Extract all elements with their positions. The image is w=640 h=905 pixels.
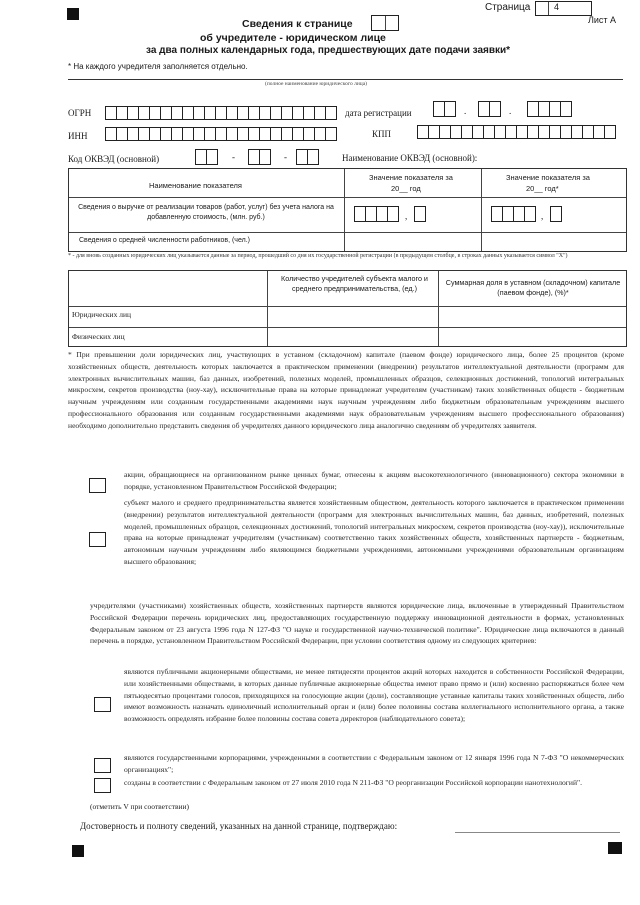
individuals-share-input[interactable] (440, 329, 624, 344)
col-founders-count: Количество учредителей субъекта малого и среднего предпринимательства, (ед.) (281, 274, 428, 293)
col-indicator-name: Наименование показателя (149, 181, 242, 190)
founders-table (68, 270, 627, 347)
mark-instruction: (отметить V при соответствии) (90, 802, 190, 811)
row-revenue-label: Сведения о выручке от реализации товаров (работ, услуг) без учета налога на добавленную стоимость, (млн. руб.) (78, 204, 334, 221)
row-individuals: Физических лиц (72, 332, 125, 341)
title-line-3: за два полных календарных года, предшествующих дате подачи заявки* (146, 45, 511, 56)
legal-entities-share-input[interactable] (440, 308, 624, 325)
kpp-label: КПП (372, 129, 392, 139)
option-1-text: акции, обращающиеся на организованном рынке ценных бумаг, отнесены к акциям высокотехнологичного (инновационного) сектора экономики в порядке, установленном Правительством Российской Федерации; (124, 470, 624, 491)
confirmation-text: Достоверность и полноту сведений, указанных на данной странице, подтверждаю: (80, 821, 398, 831)
page-number: 4 (554, 2, 560, 12)
criteria-intro-paragraph: учредителями (участниками) хозяйственных обществ, хозяйственных партнерств являются юридические лица, включенные в утвержденный Правительством Российской Федерации перечень юридических лиц, предоставляющих государственную поддержку инновационной деятельности в формах, установленных Федеральным законом от 23 августа 1996 года N 127-ФЗ "О науке и государственной научно-технической политике". Юридические лица включаются в данный перечень в порядке, установленном Правительством Российской Федерации, при условии соответствия одному из следующих критериев: (90, 601, 624, 646)
okved-code-part3[interactable] (296, 149, 318, 165)
registration-marker (72, 845, 84, 857)
option-1-checkbox[interactable] (89, 478, 106, 493)
reg-date-month[interactable] (478, 101, 500, 117)
option-5-text: созданы в соответствии с Федеральным законом от 27 июля 2010 года N 211-ФЗ "О реорганизации Российской корпорации нанотехнологий". (124, 778, 583, 787)
reg-date-day[interactable] (433, 101, 455, 117)
table1-footnote: * - для вновь созданных юридических лиц указывается данные за период, прошедший со дня их государственной регистрации (в предыдущем столбце, в строках данных указывается символ "Х") (68, 253, 568, 259)
row-employees-label: Сведения о средней численности работников, (чел.) (79, 237, 250, 244)
legal-entities-count-input[interactable] (269, 308, 436, 325)
name-line (68, 79, 623, 80)
revenue-year1-decimal[interactable] (414, 206, 425, 222)
revenue-table: Наименование показателя Значение показателя за 20__ год Значение показателя за 20__ год* Сведения о выручке от реализации товаров (работ, услуг) без учета налога на добавленную стоимость, (млн. руб.) Сведения о средней численности работников, (чел.) , , (68, 168, 627, 252)
inn-label: ИНН (68, 131, 88, 141)
ogrn-input[interactable] (105, 106, 336, 120)
registration-marker (67, 8, 79, 20)
col-capital-share: Суммарная доля в уставном (складочном) капитале (паевом фонде), (%)* (445, 278, 621, 297)
title-line-1: Сведения к странице (242, 18, 353, 30)
option-3-checkbox[interactable] (94, 697, 111, 712)
page-number-box (535, 1, 592, 16)
signature-line[interactable] (455, 832, 620, 833)
name-caption: (полное наименование юридического лица) (265, 81, 368, 87)
col-value2-year: 20__ год* (526, 184, 559, 193)
okved-code-part1[interactable] (195, 149, 217, 165)
reg-date-year[interactable] (527, 101, 571, 117)
revenue-year2-input[interactable] (491, 206, 535, 222)
ogrn-label: ОГРН (68, 108, 92, 118)
main-footnote-paragraph: * При превышении доли юридических лиц, участвующих в уставном (складочном) капитале (паевом фонде) юридического лица, более 25 процентов (кроме хозяйственных обществ, деятельность которых заключается в практическом применении (внедрении) результатов интеллектуальной деятельности (программ для электронных вычислительных машин, баз данных, изобретений, полезных моделей, промышленных образцов, селекционных достижений, топологий интегральных микросхем, секретов производства (ноу-хау), исключительные права на которые принадлежат учредителям (участникам) таких хозяйственных обществ - бюджетным научным учреждениям или созданным государственными академиями наук научным учреждениям либо бюджетным образовательным учреждениям высшего профессионального образования или созданным государственными академиями наук образовательным учреждениям высшего профессионального образования) необходимо дополнительно представить сведения об учредителях данного юридического лица аналогично сведениям об учредителях заявителя. (68, 350, 624, 430)
revenue-year2-decimal[interactable] (550, 206, 561, 222)
option-4-text: являются государственными корпорациями, учрежденными в соответствии с Федеральным законом от 12 января 1996 года N 7-ФЗ "О некоммерческих организациях"; (124, 753, 624, 774)
revenue-year1-input[interactable] (354, 206, 398, 222)
individuals-count-input[interactable] (269, 329, 436, 344)
option-2-checkbox[interactable] (89, 532, 106, 547)
registration-marker (608, 842, 622, 854)
option-4-checkbox[interactable] (94, 758, 111, 773)
reg-date-label: дата регистрации (345, 108, 412, 118)
col-value1-year: 20__ год (391, 184, 421, 193)
title-line-2: об учредителе - юридическом лице (200, 32, 386, 44)
okved-code-part2[interactable] (248, 149, 270, 165)
okved-name-label: Наименование ОКВЭД (основной): (342, 153, 478, 163)
option-5-checkbox[interactable] (94, 778, 111, 793)
kpp-input[interactable] (417, 125, 615, 139)
option-3-text: являются публичными акционерными обществами, не менее пятидесяти процентов акций которых находится в собственности Российской Федерации, или хозяйственными обществами, в которых данные публичные акционерные общества имеют право прямо и (или) косвенно распоряжаться более чем пятьюдесятью процентами голосов, приходящихся на голосующие акции (доли), составляющие уставные капиталы таких хозяйственных обществ, либо имеют возможность назначать единоличный исполнительный орган и (или) более половины состава коллегиального исполнительного органа, а также возможность определять избрание более половины состава совета директоров (наблюдательного совета); (124, 667, 624, 724)
sheet-label: Лист А (588, 15, 617, 25)
col-value2: Значение показателя за (506, 173, 590, 182)
page-label: Страница (485, 2, 531, 13)
per-founder-note: * На каждого учредителя заполняется отдельно. (68, 62, 248, 71)
okved-code-label: Код ОКВЭД (основной) (68, 154, 160, 164)
row-legal-entities: Юридических лиц (72, 310, 131, 319)
col-value1: Значение показателя за (369, 173, 453, 182)
option-2-text: субъект малого и среднего предпринимательства является хозяйственным обществом, деятельность которого заключается в практическом применении (внедрении) результатов интеллектуальной деятельности (программ для электронных вычислительных машин, баз данных, изобретений, полезных моделей, промышленных образцов, селекционных достижений, топологий интегральных микросхем, секретов производства (ноу-хау)), исключительные права на которые принадлежат учредителям (участникам) соответственно таких хозяйственных обществ, хозяйственных партнерств - бюджетным, автономным научным учреждениям либо являющимся бюджетными учреждениями, автономными учреждениями образовательным организациям высшего образования; (124, 498, 624, 566)
inn-input[interactable] (105, 127, 336, 141)
page-ref-box[interactable] (371, 15, 399, 31)
